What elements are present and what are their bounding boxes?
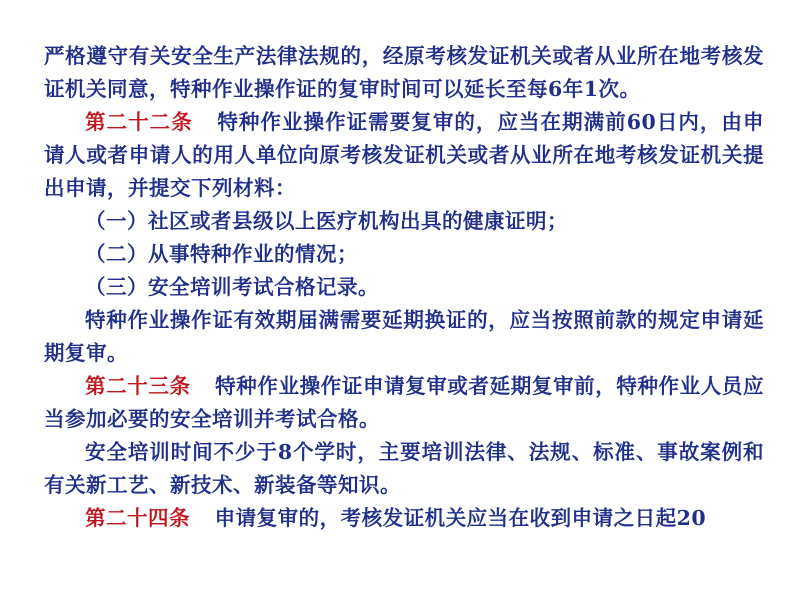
training-paragraph xyxy=(44,436,764,502)
list-item-text: （三）安全培训考试合格记录。 xyxy=(85,275,379,299)
article-22-paragraph xyxy=(44,106,764,205)
article-23-text: 特种作业操作证申请复审或者延期复审前，特种作业人员应当参加必要的安全培训并考试合格。 xyxy=(44,374,765,431)
list-item-text: （一）社区或者县级以上医疗机构出具的健康证明； xyxy=(85,209,568,233)
article-22-heading: 第二十二条 xyxy=(85,110,193,134)
article-24-heading: 第二十四条 xyxy=(85,506,190,530)
paragraph-text: 特种作业操作证有效期届满需要延期换证的，应当按照前款的规定申请延期复审。 xyxy=(44,308,764,365)
paragraph-text: 严格遵守有关安全生产法律法规的，经原考核发证机关或者从业所在地考核发证机关同意，特种作业操作证的复审时间可以延长至每6年1次。 xyxy=(44,44,764,101)
extension-paragraph xyxy=(44,304,764,370)
article-23-paragraph xyxy=(44,370,764,436)
list-item-text: （二）从事特种作业的情况； xyxy=(85,242,358,266)
document-body xyxy=(44,40,764,535)
list-item-training-record xyxy=(44,271,764,304)
paragraph-text: 安全培训时间不少于8个学时，主要培训法律、法规、标准、事故案例和有关新工艺、新技术、新装备等知识。 xyxy=(44,440,764,497)
article-22-text: 特种作业操作证需要复审的，应当在期满前60日内，由申请人或者申请人的用人单位向原考核发证机关或者从业所在地考核发证机关提出申请，并提交下列材料： xyxy=(44,110,765,200)
article-24-text: 申请复审的，考核发证机关应当在收到申请之日起20 xyxy=(214,506,707,530)
paragraph-continuation xyxy=(44,40,764,106)
list-item-work-situation xyxy=(44,238,764,271)
article-24-paragraph xyxy=(44,502,764,535)
article-23-heading: 第二十三条 xyxy=(85,374,191,398)
list-item-health-certificate xyxy=(44,205,764,238)
